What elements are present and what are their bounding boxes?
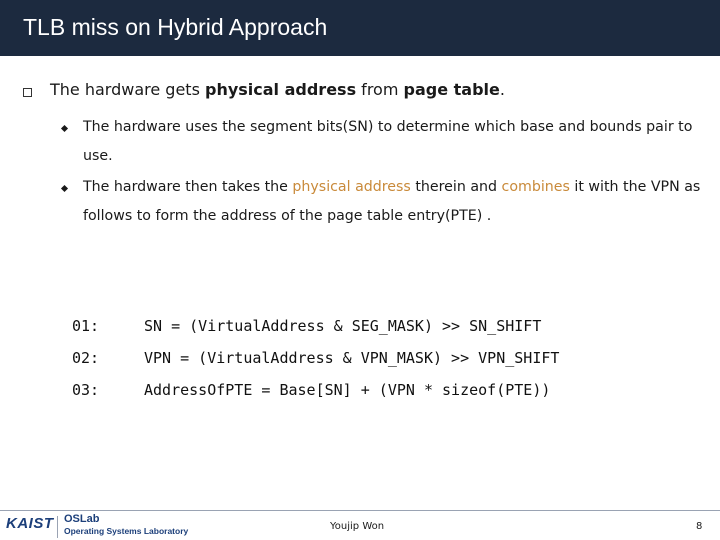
page-number: 8: [696, 521, 703, 532]
kaist-logo: KAIST: [6, 515, 54, 532]
diamond-bullet-icon: [61, 185, 68, 192]
main-bullet-prefix: The hardware gets: [50, 80, 205, 99]
sub-bullet-2-part1: The hardware then takes the: [83, 179, 293, 195]
slide-title: TLB miss on Hybrid Approach: [23, 14, 328, 40]
oslab-subtitle: Operating Systems Laboratory: [64, 526, 189, 536]
code-line: AddressOfPTE = Base[SN] + (VPN * sizeof(PTE)): [144, 381, 551, 399]
footer-divider: [0, 510, 720, 511]
logo-divider: [57, 516, 58, 538]
code-line-number: 03:: [72, 381, 100, 399]
sub-bullet-1: The hardware uses the segment bits(SN) to determine which base and bounds pair to use.: [83, 119, 693, 164]
footer-author: Youjip Won: [330, 521, 385, 532]
main-bullet-mid: from: [356, 80, 404, 99]
code-line-number: 02:: [72, 349, 100, 367]
oslab-logo: OSLab: [64, 513, 100, 525]
highlight-physical-address: physical address: [292, 179, 411, 195]
main-bullet-suffix: .: [499, 80, 505, 99]
square-bullet-icon: [23, 88, 32, 97]
main-bullet-bold-physical-address: physical address: [204, 80, 357, 99]
sub-bullet-2: [83, 173, 703, 231]
code-line-number: 01:: [72, 317, 100, 335]
highlight-combines: combines: [501, 179, 570, 195]
code-line: VPN = (VirtualAddress & VPN_MASK) >> VPN_SHIFT: [144, 349, 560, 367]
code-line: SN = (VirtualAddress & SEG_MASK) >> SN_SHIFT: [144, 317, 542, 335]
sub-bullet-2-part3: it with the VPN as follows to form the address of the page table entry(PTE) .: [83, 179, 701, 224]
main-bullet-bold-page-table: page table: [403, 80, 500, 99]
main-bullet-text: [50, 80, 505, 99]
diamond-bullet-icon: [61, 125, 68, 132]
sub-bullet-2-part2: therein and: [410, 179, 502, 195]
title-bar: [0, 0, 720, 56]
